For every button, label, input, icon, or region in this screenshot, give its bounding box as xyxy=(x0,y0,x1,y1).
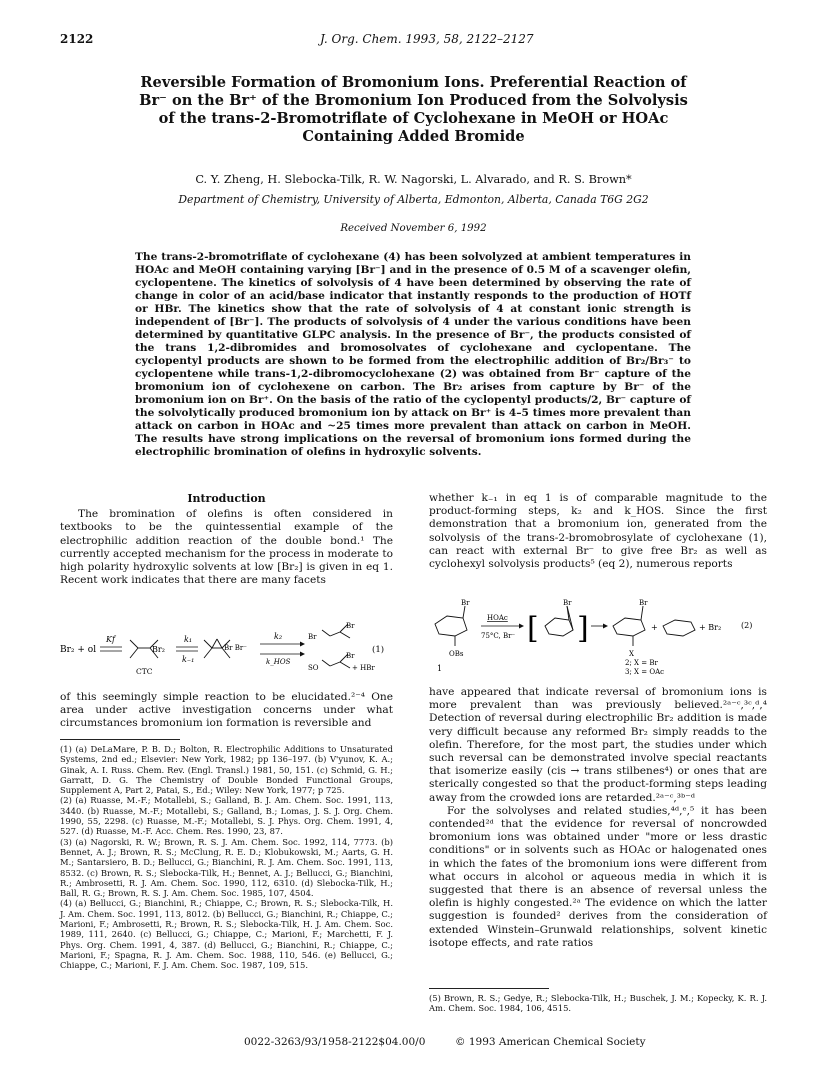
cyclohexyl-brosylate-icon xyxy=(435,606,467,646)
equation-1 xyxy=(60,618,393,680)
footnote: (4) (a) Bellucci, G.; Bianchini, R.; Chiappe, C.; Brown, R. S.; Slebocka-Tilk, H. J. Am. Chem. Soc. 1991, 113, 8012. (b) Bellucci, G.; Bianchini, R.; Chiappe, C.; Marioni, F.; Ambrosetti, R.; Brown, R. S.; Slebocka-Tilk, H. J. Am. Chem. Soc. 1989, 111, 2640. (c) Bellucci, G.; Chiappe, C.; Marioni, F.; Marchetti, F. J. Phys. Org. Chem. 1991, 4, 387. (d) Bellucci, G.; Bianchini, R.; Chiappe, C.; Marioni, F.; Spagna, R. J. Am. Chem. Soc. 1988, 110, 546. (e) Bellucci, G.; Chiappe, C.; Marioni, F. J. Am. Chem. Soc. 1987, 109, 515. xyxy=(60,898,393,971)
eq1-kf: Kf xyxy=(106,635,115,644)
article-title xyxy=(60,74,767,146)
right-column-top xyxy=(429,492,767,571)
bracket-left-icon: [ xyxy=(527,611,539,646)
intro-paragraph: The bromination of olefins is often considered in textbooks to be the quintessential example of the electrophilic addition reaction of the double bond.¹ The currently accepted mechanism for the process in moderate to high polarity hydroxylic solvents at low [Br₂] is given in eq 1. Recent work indicates that there are many facets xyxy=(60,508,393,587)
author-list: C. Y. Zheng, H. Slebocka-Tilk, R. W. Nagorski, L. Alvarado, and R. S. Brown* xyxy=(195,173,632,186)
eq2-label3: 3; X = OAc xyxy=(625,668,665,676)
eq1-number: (1) xyxy=(372,645,385,655)
footnotes-left xyxy=(60,744,393,971)
eq2-plus: + xyxy=(651,623,658,632)
abstract: The trans-2-bromotriflate of cyclohexane (4) has been solvolyzed at ambient temperatures in HOAc and MeOH containing varying [Br⁻] and in the presence of 0.5 M of a scavenger olefin, cyclopentene. The kinetics of solvolysis of 4 have been determined by observing the rate of change in color of an acid/base indicator that instantly responds to the production of HOTf or HBr. The kinetics show that the rate of solvolysis of 4 at constant ionic strength is independent of [Br⁻]. The products of solvolysis of 4 under the various conditions have been determined by quantitative GLPC analysis. In the presence of Br⁻, the products consisted of the trans 1,2-dibromides and bromosolvates of cyclohexane and cyclopentane. The cyclopentyl products are shown to be formed from the electrophilic addition of Br₂/Br₃⁻ to cyclopentene while trans-1,2-dibromocyclohexane (2) was obtained from Br⁻ capture of the bromonium ion of cyclohexene on carbon. The Br₂ arises from capture by Br⁻ of the bromonium ion on Br⁺. On the basis of the ratio of the cyclopentyl products/2, Br⁻ capture of the solvolytically produced bromonium ion by attack on Br⁺ is 4–5 times more prevalent than attack on carbon in HOAc and ~25 times more prevalent than attack on carbon in MeOH. The results have strong implications on the reversal of bromonium ions formed during the electrophilic bromination of olefins in hydroxylic solvents. xyxy=(135,251,691,458)
page-number: 2122 xyxy=(60,32,94,46)
footnote: (2) (a) Ruasse, M.-F.; Motallebi, S.; Galland, B. J. Am. Chem. Soc. 1991, 113, 3440. (b) Ruasse, M.-F.; Motallebi, S.; Galland, B.; Lomas, J. S. J. Org. Chem. 1990, 55, 2298. (c) Ruasse, M.-F.; Motallebi, S. J. Phys. Org. Chem. 1991, 4, 527. (d) Ruasse, M.-F. Acc. Chem. Res. 1990, 23, 87. xyxy=(60,795,393,837)
eq1-ctc: CTC xyxy=(136,667,153,676)
eq2-br-prod: Br xyxy=(639,599,648,607)
eq1-br-top: Br xyxy=(308,633,317,641)
footnote: (1) (a) DeLaMare, P. B. D.; Bolton, R. Electrophilic Additions to Unsaturated Systems, 2nd ed.; Elsevier: New York, 1982; pp 136–197. (b) V'yunov, K. A.; Ginak, A. I. Russ. Chem. Rev. (Engl. Transl.) 1981, 50, 151. (c) Schmid, G. H.; Garratt, D. G. The Chemistry of Double Bonded Functional Groups, Supplement A, Part 2, Patai, S., Ed.; Wiley: New York, 1977; p 725. xyxy=(60,744,393,796)
footnote-divider xyxy=(60,739,180,740)
right-column-continued xyxy=(429,686,767,950)
left-column-top xyxy=(60,492,393,587)
copyright: © 1993 American Chemical Society xyxy=(455,1036,646,1048)
eq1-br-low: Br xyxy=(346,652,355,660)
eq1-br-mid: Br xyxy=(346,622,355,630)
section-heading: Introduction xyxy=(187,492,266,505)
intro-paragraph: have appeared that indicate reversal of bromonium ions is more prevalent than was previously believed.²ᵃ⁻ᶜ,³ᶜ,ᵈ,⁴ Detection of reversal during electrophilic Br₂ addition is made very difficult because any reformed Br₂ simply readds to the olefin. Therefore, for the most part, the studies under which such reversal can be demonstrated involve special reactants that isomerize easily (cis → trans stilbenes⁴) or ones that are sterically congested so that the product-forming steps leading away from the crowded ions are retarded.²ᵃ⁻ᶜ,³ᵇ⁻ᵈ xyxy=(429,686,767,804)
footnote-divider xyxy=(429,988,549,989)
eq1-k2: k₂ xyxy=(274,632,283,641)
bromonium-intermediate-icon xyxy=(545,606,573,636)
footnotes-right xyxy=(429,993,767,1014)
eq2-label2: 2; X = Br xyxy=(625,659,658,667)
equation-2 xyxy=(429,594,767,676)
eq2-hoac: HOAc xyxy=(487,614,508,622)
eq2-obs: OBs xyxy=(449,650,464,658)
eq1-brbr: Br Br⁻ xyxy=(224,644,247,652)
eq1-reactants: Br₂ + ol xyxy=(60,645,97,655)
eq1-so: SO xyxy=(308,664,319,672)
received-date: Received November 6, 1992 xyxy=(340,223,487,234)
eq2-br: Br xyxy=(461,599,470,607)
eq1-k-1: k₋₁ xyxy=(182,655,195,664)
left-column-continued xyxy=(60,691,393,731)
eq2-cond: 75°C, Br⁻ xyxy=(481,632,516,640)
intro-paragraph: of this seemingly simple reaction to be elucidated.²⁻⁴ One area under active investigation concerns under what circumstances bromonium ion formation is reversible and xyxy=(60,691,393,730)
title-line: Br⁻ on the Br⁺ of the Bromonium Ion Produced from the Solvolysis xyxy=(139,92,688,109)
affiliation: Department of Chemistry, University of Alberta, Edmonton, Alberta, Canada T6G 2G2 xyxy=(178,193,649,206)
eq1-k1: k₁ xyxy=(184,635,193,644)
eq2-br-bracket: Br xyxy=(563,599,572,607)
eq2-label1: 1 xyxy=(437,664,443,673)
title-line: of the trans-2-Bromotriflate of Cyclohexane in MeOH or HOAc xyxy=(158,110,669,127)
eq1-khos: k_HOS xyxy=(266,658,291,666)
article-code: 0022-3263/93/1958-2122$04.00/0 xyxy=(244,1036,426,1048)
cyclohexyl-product-icon xyxy=(613,606,645,646)
intro-paragraph: whether k₋₁ in eq 1 is of comparable magnitude to the product-forming steps, k₂ and k_HOS. Since the first demonstration that a bromonium ion, generated from the solvolysis of the trans-2-bromobrosylate of cyclohexane (1), can react with external Br⁻ to give free Br₂ as well as cyclohexyl solvolysis products⁵ (eq 2), numerous reports xyxy=(429,492,767,571)
journal-reference: J. Org. Chem. 1993, 58, 2122–2127 xyxy=(320,32,534,46)
title-line: Reversible Formation of Bromonium Ions. Preferential Reaction of xyxy=(140,74,687,91)
eq2-x: X xyxy=(629,650,634,658)
eq1-hbr: + HBr xyxy=(352,664,375,672)
footnote: (5) Brown, R. S.; Gedye, R.; Slebocka-Tilk, H.; Buschek, J. M.; Kopecky, K. R. J. Am. Chem. Soc. 1984, 106, 4515. xyxy=(429,993,767,1014)
eq2-number: (2) xyxy=(741,621,753,630)
eq2-plus-br2: + Br₂ xyxy=(699,623,722,632)
intro-paragraph: For the solvolyses and related studies,⁴ᵈ,ᵉ,⁵ it has been contended²ᵈ that the evidence for reversal of noncrowded bromonium ions was obtained under "more or less drastic conditions" or in solvents such as HOAc or halogenated ones in which the fates of the bromonium ions were different from what occurs in alcohol or aqueous media in which it is suggested that there is an absence of reversal unless the olefin is highly congested.²ᵃ The evidence on which the latter suggestion is founded² derives from the consideration of extended Winstein–Grunwald relationships, solvent kinetic isotope effects, and rate ratios xyxy=(429,804,767,949)
title-line: Containing Added Bromide xyxy=(302,128,525,145)
footnote: (3) (a) Nagorski, R. W.; Brown, R. S. J. Am. Chem. Soc. 1992, 114, 7773. (b) Bennet, A. J.; Brown, R. S.; McClung, R. E. D.; Klobukowski, M.; Aarts, G. H. M.; Santarsiero, B. D.; Bellucci, G.; Bianchini, R. J. Am. Chem. Soc. 1991, 113, 8532. (c) Brown, R. S.; Slebocka-Tilk, H.; Bennet, A. J.; Bellucci, G.; Bianchini, R.; Ambrosetti, R. J. Am. Chem. Soc. 1990, 112, 6310. (d) Slebocka-Tilk, H.; Ball, R. G.; Brown, R. S. J. Am. Chem. Soc. 1985, 107, 4504. xyxy=(60,836,393,899)
bracket-right-icon: ] xyxy=(577,611,589,646)
eq1-br2: Br₂ xyxy=(152,645,165,654)
cyclohexene-icon xyxy=(663,620,695,636)
